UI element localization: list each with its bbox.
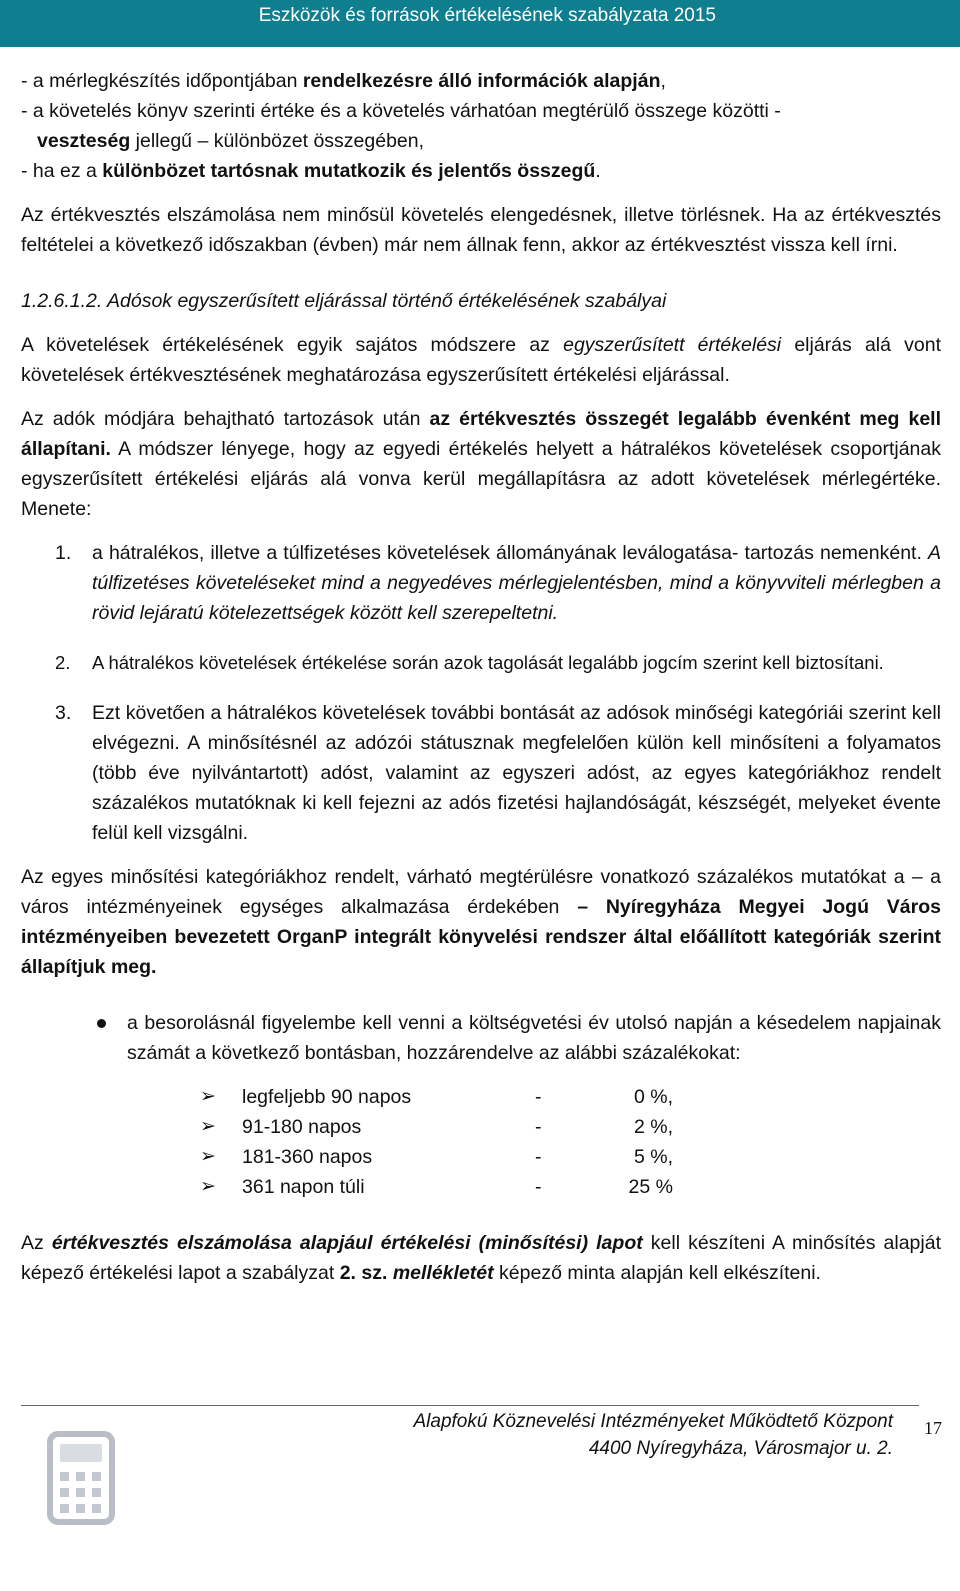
step-number: 2. — [55, 652, 71, 673]
header-bar — [0, 0, 960, 47]
category-paragraph: Az egyes minősítési kategóriákhoz rendelt, várható megtérülésre vonatkozó százalékos mutatókat a – a város intézményeinek egységes alkalmazása érdekében – Nyíregyháza Megyei Jogú Város intézményeiben bevezetett OrganP integrált könyvelési rendszer által előállított kategóriák szerint állapítjuk meg. — [21, 866, 941, 978]
section-heading: 1.2.6.1.2. Adósok egyszerűsített eljárással történő értékelésének szabályai — [21, 290, 667, 312]
footer-address — [413, 1408, 893, 1462]
bullet-item: a besorolásnál figyelembe kell venni a költségvetési év utolsó napján a késedelem napjainak számát a következő bontásban, hozzárendelve az alábbi százalékokat: — [21, 1008, 941, 1068]
rate-row: ➢ legfeljebb 90 napos - 0 %, — [21, 1082, 941, 1112]
arrow-bullet-icon: ➢ — [200, 1176, 216, 1197]
rate-list — [21, 1082, 941, 1202]
closing-paragraph: Az értékvesztés elszámolása alapjául értékelési (minősítési) lapot kell készíteni A minősítés alapját képező értékelési lapot a szabályzat 2. sz. mellékletét képező minta alapján kell elkészíteni. — [21, 1232, 941, 1284]
section-paragraph-2: Az adók módjára behajtható tartozások után az értékvesztés összegét legalább évenként meg kell állapítani. A módszer lényege, hogy az egyedi értékelés helyett a hátralékos követelések csoportjának egyszerűsített értékelési eljárás alá vonva kerül megállapításra az adott követelések mérlegértéke. Menete: — [21, 408, 941, 520]
rate-row: ➢ 181-360 napos - 5 %, — [21, 1142, 941, 1172]
rate-row: ➢ 361 napon túli - 25 % — [21, 1172, 941, 1202]
step-number: 1. — [55, 542, 72, 564]
calculator-logo-icon — [44, 1428, 120, 1528]
intro-dash-2: - a követelés könyv szerinti értéke és a követelés várhatóan megtérülő összege közötti - veszteség jellegű – különbözet összegében, — [21, 100, 781, 152]
header-title: Eszközök és források értékelésének szabályzata 2015 — [258, 5, 716, 26]
intro-dash-1: - a mérlegkészítés időpontjában rendelkezésre álló információk alapján, — [21, 70, 666, 92]
step-item: 2. A hátralékos követelések értékelése során azok tagolását legalább jogcím szerint kell biztosítani. — [21, 648, 941, 678]
step-number: 3. — [55, 702, 72, 724]
footer-divider — [21, 1405, 919, 1406]
step-item: 1. a hátralékos, illetve a túlfizetéses követelések állományának leválogatása- tartozás nemenként. A túlfizetéses követeléseket mind a negyedéves mérlegjelentésben, mind a könyvviteli mérlegben a rövid lejáratú kötelezettségek között kell szerepeltetni. — [21, 538, 941, 628]
bullet-dot-icon — [97, 1019, 106, 1028]
document-body — [21, 66, 941, 1288]
rate-row: ➢ 91-180 napos - 2 %, — [21, 1112, 941, 1142]
intro-paragraph: Az értékvesztés elszámolása nem minősül követelés elengedésnek, illetve törlésnek. Ha az értékvesztés feltételei a következő időszakban (évben) már nem állnak fenn, akkor az értékvesztést vissza kell írni. — [21, 204, 941, 256]
step-item: 3. Ezt követően a hátralékos követelések további bontását az adósok minőségi kategóriái szerint kell elvégezni. A minősítésnél az adózói státusznak megfelelően külön kell minősíteni a folyamatos (több éve nyilvántartott) adóst, valamint az egyszeri adóst, az egyes kategóriákhoz rendelt százalékos mutatóknak ki kell fejezni az adós fizetési hajlandóságát, készségét, melyeket évente felül kell vizsgálni. — [21, 698, 941, 848]
arrow-bullet-icon: ➢ — [200, 1116, 216, 1137]
footer-line-2: 4400 Nyíregyháza, Városmajor u. 2. — [588, 1438, 893, 1459]
section-paragraph-1: A követelések értékelésének egyik sajátos módszere az egyszerűsített értékelési eljárás alá vont követelések értékvesztésének meghatározása egyszerűsített értékelési eljárással. — [21, 334, 942, 386]
intro-dash-3: - ha ez a különbözet tartósnak mutatkozik és jelentős összegű. — [21, 160, 601, 182]
arrow-bullet-icon: ➢ — [200, 1146, 216, 1167]
page-number: 17 — [924, 1418, 942, 1438]
footer-line-1: Alapfokú Köznevelési Intézményeket Működtető Központ — [413, 1411, 893, 1432]
arrow-bullet-icon: ➢ — [200, 1086, 216, 1107]
